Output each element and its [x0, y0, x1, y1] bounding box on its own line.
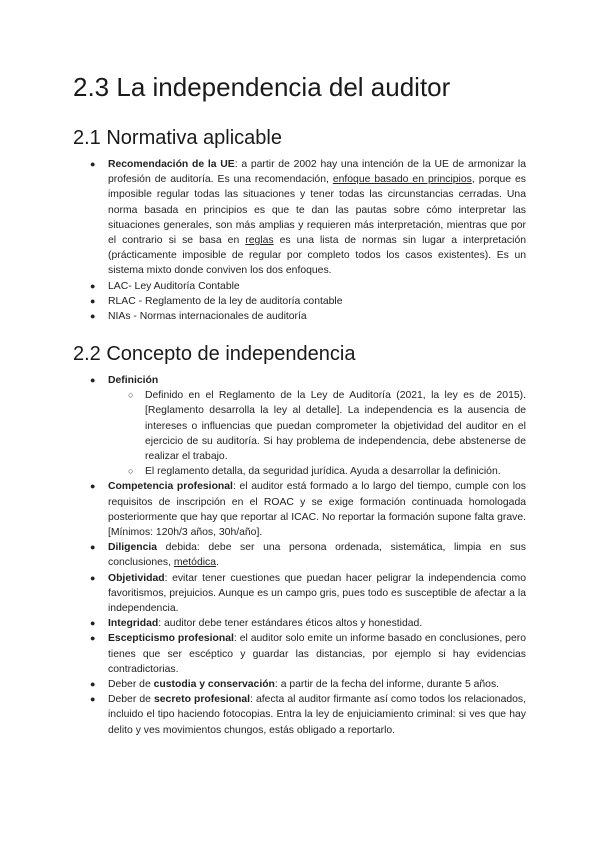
text: Deber de [108, 694, 154, 706]
term-competencia: Competencia profesional [108, 481, 233, 493]
bullet-icon: ● [90, 311, 96, 322]
list-item [90, 571, 526, 617]
text: : afecta al auditor firmante así como todos los relacionados, incluido el tipo haciendo fotocopias. Entra la ley de enjuiciamiento criminal: si ves que hay delito y ves movimientos chungos, estás obligado a reportarlo. [108, 694, 527, 736]
text: LAC- Ley Auditoría Contable [108, 280, 240, 292]
underlined-term: metódica [173, 557, 217, 569]
term-secreto: secreto profesional [154, 694, 251, 706]
bullet-icon: ● [90, 481, 96, 492]
sub-list-item [108, 464, 526, 479]
underlined-term: reglas [245, 235, 274, 247]
term-diligencia: Diligencia [108, 542, 158, 554]
list-item [90, 479, 526, 540]
text: debida: debe ser una persona ordenada, sistemática, limpia en sus conclusiones, [108, 542, 526, 569]
list-item [90, 279, 526, 294]
text: NIAs - Normas internacionales de auditoría [108, 311, 307, 323]
list-item [90, 157, 526, 279]
term-recomendacion: Recomendación de la UE [108, 159, 235, 170]
concepto-list [90, 373, 526, 738]
text: es una lista de normas sin lugar a interpretación (prácticamente imposible de regular por completo todos los casos existentes). Es un sistema mixto donde conviven los dos enfoques. [108, 235, 526, 277]
list-item [90, 540, 526, 570]
text: El reglamento detalla, da seguridad jurídica. Ayuda a desarrollar la definición. [145, 466, 501, 478]
list-item [90, 373, 526, 479]
bullet-icon: ● [90, 618, 96, 629]
list-item [90, 631, 526, 677]
text: RLAC - Reglamento de la ley de auditoría contable [108, 295, 343, 307]
text: : el auditor solo emite un informe basado en conclusiones, pero tienes que ser escéptico y guardar las distancias, por ejemplo si hay evidencias contradictorias. [108, 633, 526, 675]
bullet-icon: ● [90, 375, 96, 385]
list-item [90, 677, 526, 692]
hollow-bullet-icon: ○ [128, 466, 134, 477]
text: . [216, 557, 219, 569]
term-escepticismo: Escepticismo profesional [108, 633, 234, 645]
bullet-icon: ● [90, 572, 96, 583]
text: : el auditor está formado a lo largo del tiempo, cumple con los requisitos de inscripción en el ROAC y se exige formación continuada homologada posteriormente que hay que reportar al ICAC. No reportar la formación supone falta grave. [Mínimos: 120h/3 años, 30h/año]. [108, 481, 526, 539]
text: , porque es imposible regular todas las situaciones y tener todas las circunstancias cerradas. Una norma basada en principios es que te dan las pautas sobre cómo interpretar las situaciones generales, son más amplias y requieren más interpretación, mientras que por el contrario si se basa en [108, 174, 526, 247]
underlined-term: enfoque basado en principios [332, 174, 472, 186]
hollow-bullet-icon: ○ [128, 390, 134, 401]
term-custodia: custodia y conservación [153, 679, 275, 691]
bullet-icon: ● [90, 694, 96, 705]
text: : a partir de 2002 hay una intención de la UE de armonizar la profesión de auditoría. Es una recomendación, [108, 159, 526, 186]
text: Deber de [108, 679, 154, 691]
list-item [90, 309, 526, 324]
term-definicion: Definición [108, 375, 159, 386]
term-objetividad: Objetividad [108, 572, 165, 584]
bullet-icon: ● [90, 280, 96, 291]
definicion-sublist [108, 388, 526, 479]
sub-list-item [108, 388, 526, 464]
bullet-icon: ● [90, 295, 96, 306]
list-item [90, 294, 526, 309]
text: Definido en el Reglamento de la Ley de Auditoría (2021, la ley es de 2015). [Reglamento desarrolla la ley al detalle]. La independencia es la ausencia de intereses o influencias que puedan comprometer la objetividad del auditor en el ejercicio de su auditoría. Si hay problema de independencia, debe abstenerse de realizar el trabajo. [145, 390, 526, 463]
section-heading-concepto: 2.2 Concepto de independencia [73, 343, 356, 365]
normativa-list [90, 157, 526, 324]
term-integridad: Integridad [108, 618, 159, 630]
text: : auditor debe tener estándares éticos altos y honestidad. [158, 618, 423, 630]
text: : a partir de la fecha del informe, durante 5 años. [274, 679, 500, 691]
list-item [90, 616, 526, 631]
section-heading-normativa: 2.1 Normativa aplicable [73, 127, 282, 149]
page-title: 2.3 La independencia del auditor [73, 72, 451, 102]
bullet-icon: ● [90, 633, 96, 644]
bullet-icon: ● [90, 542, 96, 553]
bullet-icon: ● [90, 679, 96, 690]
list-item [90, 692, 526, 738]
text: : evitar tener cuestiones que puedan hacer peligrar la independencia como favoritismos, prejuicios. Aunque es un campo gris, pues todo es susceptible de afectar a la independencia. [108, 572, 526, 615]
bullet-icon: ● [90, 159, 96, 169]
